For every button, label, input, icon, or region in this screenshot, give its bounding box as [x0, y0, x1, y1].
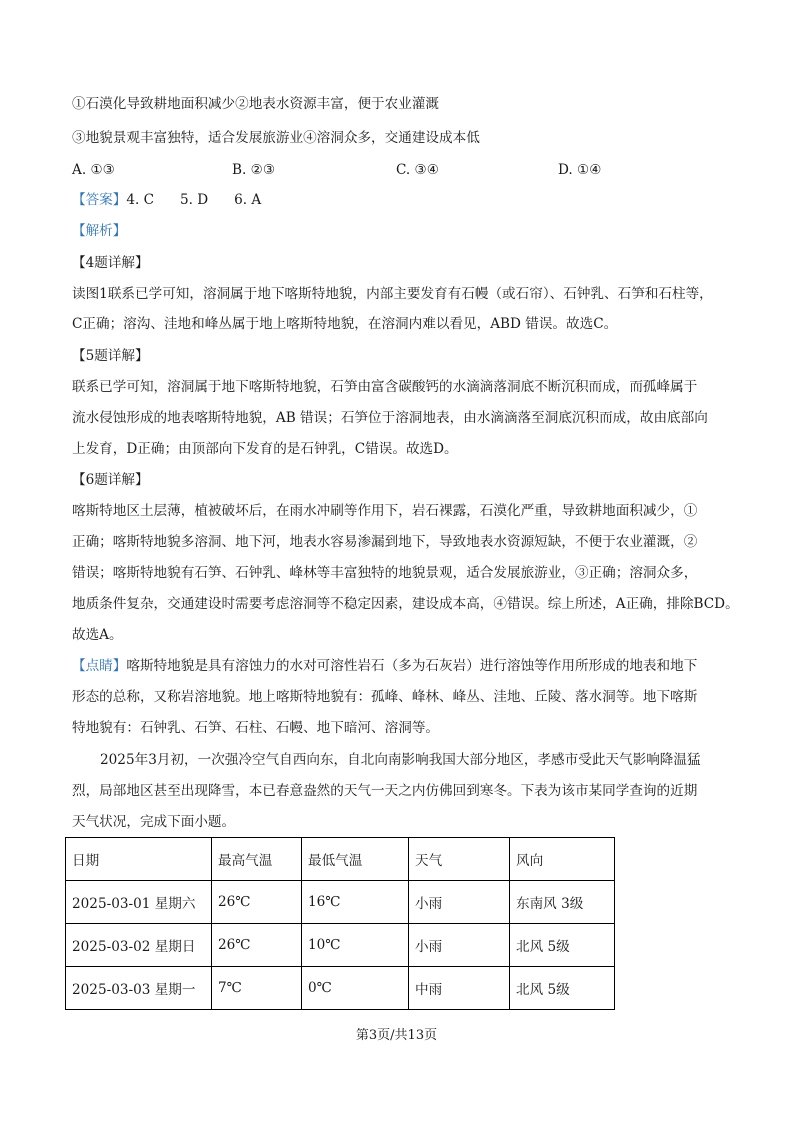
tip-line	[72, 656, 732, 676]
choice-c: C. ③④	[396, 162, 439, 178]
cell-weather: 小雨	[409, 881, 510, 924]
tip-text-line: 特地貌有：石钟乳、石笋、石柱、石幔、地下暗河、溶洞等。	[72, 720, 440, 736]
cell-wind: 北风 5级	[510, 924, 615, 967]
intro-text-line: 烈，局部地区甚至出现降雪，本已春意盎然的天气一天之内仿佛回到寒冬。下表为该市某同学查询的近期	[72, 783, 698, 799]
q5-text-line: 上发育，D正确；由顶部向下发育的是石钟乳，C错误。故选D。	[72, 441, 458, 457]
tip-text: 喀斯特地貌是具有溶蚀力的水对可溶性岩石（多为石灰岩）进行溶蚀等作用所形成的地表和地下	[126, 658, 698, 674]
choice-d: D. ①④	[558, 162, 602, 178]
q6-text-line: 地质条件复杂，交通建设时需要考虑溶洞等不稳定因素，建设成本高，④错误。综上所述，A正确，排除BCD。	[72, 596, 739, 612]
q4-text-line: C正确；溶沟、洼地和峰丛属于地上喀斯特地貌，在溶洞内难以看见，ABD 错误。故选C。	[72, 316, 618, 332]
q5-text-line: 联系已学可知，溶洞属于地下喀斯特地貌，石笋由富含碳酸钙的水滴滴落洞底不断沉积而成，而孤峰属于	[72, 379, 698, 395]
answer-values: 4. C 5. D 6. A	[126, 192, 262, 208]
tip-tag: 【点睛】	[72, 658, 127, 674]
cell-max-temp: 26℃	[212, 881, 302, 924]
cell-weather: 小雨	[409, 924, 510, 967]
q5-text-line: 流水侵蚀形成的地表喀斯特地貌，AB 错误；石笋位于溶洞地表，由水滴滴落至洞底沉积而成，故由底部向	[72, 410, 708, 426]
cell-wind: 北风 5级	[510, 967, 615, 1010]
header-weather: 天气	[409, 838, 510, 881]
cell-date: 2025-03-02 星期日	[66, 924, 212, 967]
choice-b: B. ②③	[232, 162, 276, 178]
cell-min-temp: 10℃	[302, 924, 409, 967]
header-min-temp: 最低气温	[302, 838, 409, 881]
header-date: 日期	[66, 838, 212, 881]
table-row	[66, 881, 615, 924]
q5-heading: 【5题详解】	[72, 348, 149, 364]
cell-max-temp: 7℃	[212, 967, 302, 1010]
option-statement-1-2: ①石漠化导致耕地面积减少②地表水资源丰富，便于农业灌溉	[72, 96, 440, 112]
cell-min-temp: 16℃	[302, 881, 409, 924]
tip-text-line: 形态的总称，又称岩溶地貌。地上喀斯特地貌有：孤峰、峰林、峰丛、洼地、丘陵、落水洞等。地下喀斯	[72, 689, 698, 705]
cell-wind: 东南风 3级	[510, 881, 615, 924]
intro-text-line: 天气状况，完成下面小题。	[72, 814, 236, 830]
analysis-heading: 【解析】	[72, 223, 127, 239]
q6-heading: 【6题详解】	[72, 472, 149, 488]
q4-text-line: 读图1联系已学可知，溶洞属于地下喀斯特地貌，内部主要发育有石幔（或石帘）、石钟乳、石笋和石柱等，	[72, 286, 713, 302]
cell-date: 2025-03-01 星期六	[66, 881, 212, 924]
q6-text-line: 错误；喀斯特地貌有石笋、石钟乳、峰林等丰富独特的地貌景观，适合发展旅游业，③正确；溶洞众多，	[72, 565, 698, 581]
q6-text-line: 故选A。	[72, 627, 123, 643]
answer-tag: 【答案】	[72, 192, 127, 208]
q4-heading: 【4题详解】	[72, 255, 149, 271]
header-wind: 风向	[510, 838, 615, 881]
cell-weather: 中雨	[409, 967, 510, 1010]
q6-text-line: 正确；喀斯特地貌多溶洞、地下河，地表水容易渗漏到地下，导致地表水资源短缺，不便于农业灌溉，②	[72, 534, 698, 550]
header-max-temp: 最高气温	[212, 838, 302, 881]
q6-text-line: 喀斯特地区土层薄，植被破坏后，在雨水冲刷等作用下，岩石裸露，石漠化严重，导致耕地面积减少，①	[72, 503, 698, 519]
weather-table	[65, 837, 615, 1010]
table-header-row	[66, 838, 615, 881]
option-statement-3-4: ③地貌景观丰富独特，适合发展旅游业④溶洞众多，交通建设成本低	[72, 130, 480, 146]
answer-line	[72, 190, 732, 210]
table-row	[66, 924, 615, 967]
cell-max-temp: 26℃	[212, 924, 302, 967]
choice-a: A. ①③	[72, 162, 115, 178]
page-number-footer: 第3页/共13页	[355, 1028, 438, 1043]
table-row	[66, 967, 615, 1010]
intro-text-line: 2025年3月初，一次强冷空气自西向东，自北向南影响我国大部分地区，孝感市受此天气影响降温猛	[100, 752, 701, 768]
cell-date: 2025-03-03 星期一	[66, 967, 212, 1010]
cell-min-temp: 0℃	[302, 967, 409, 1010]
